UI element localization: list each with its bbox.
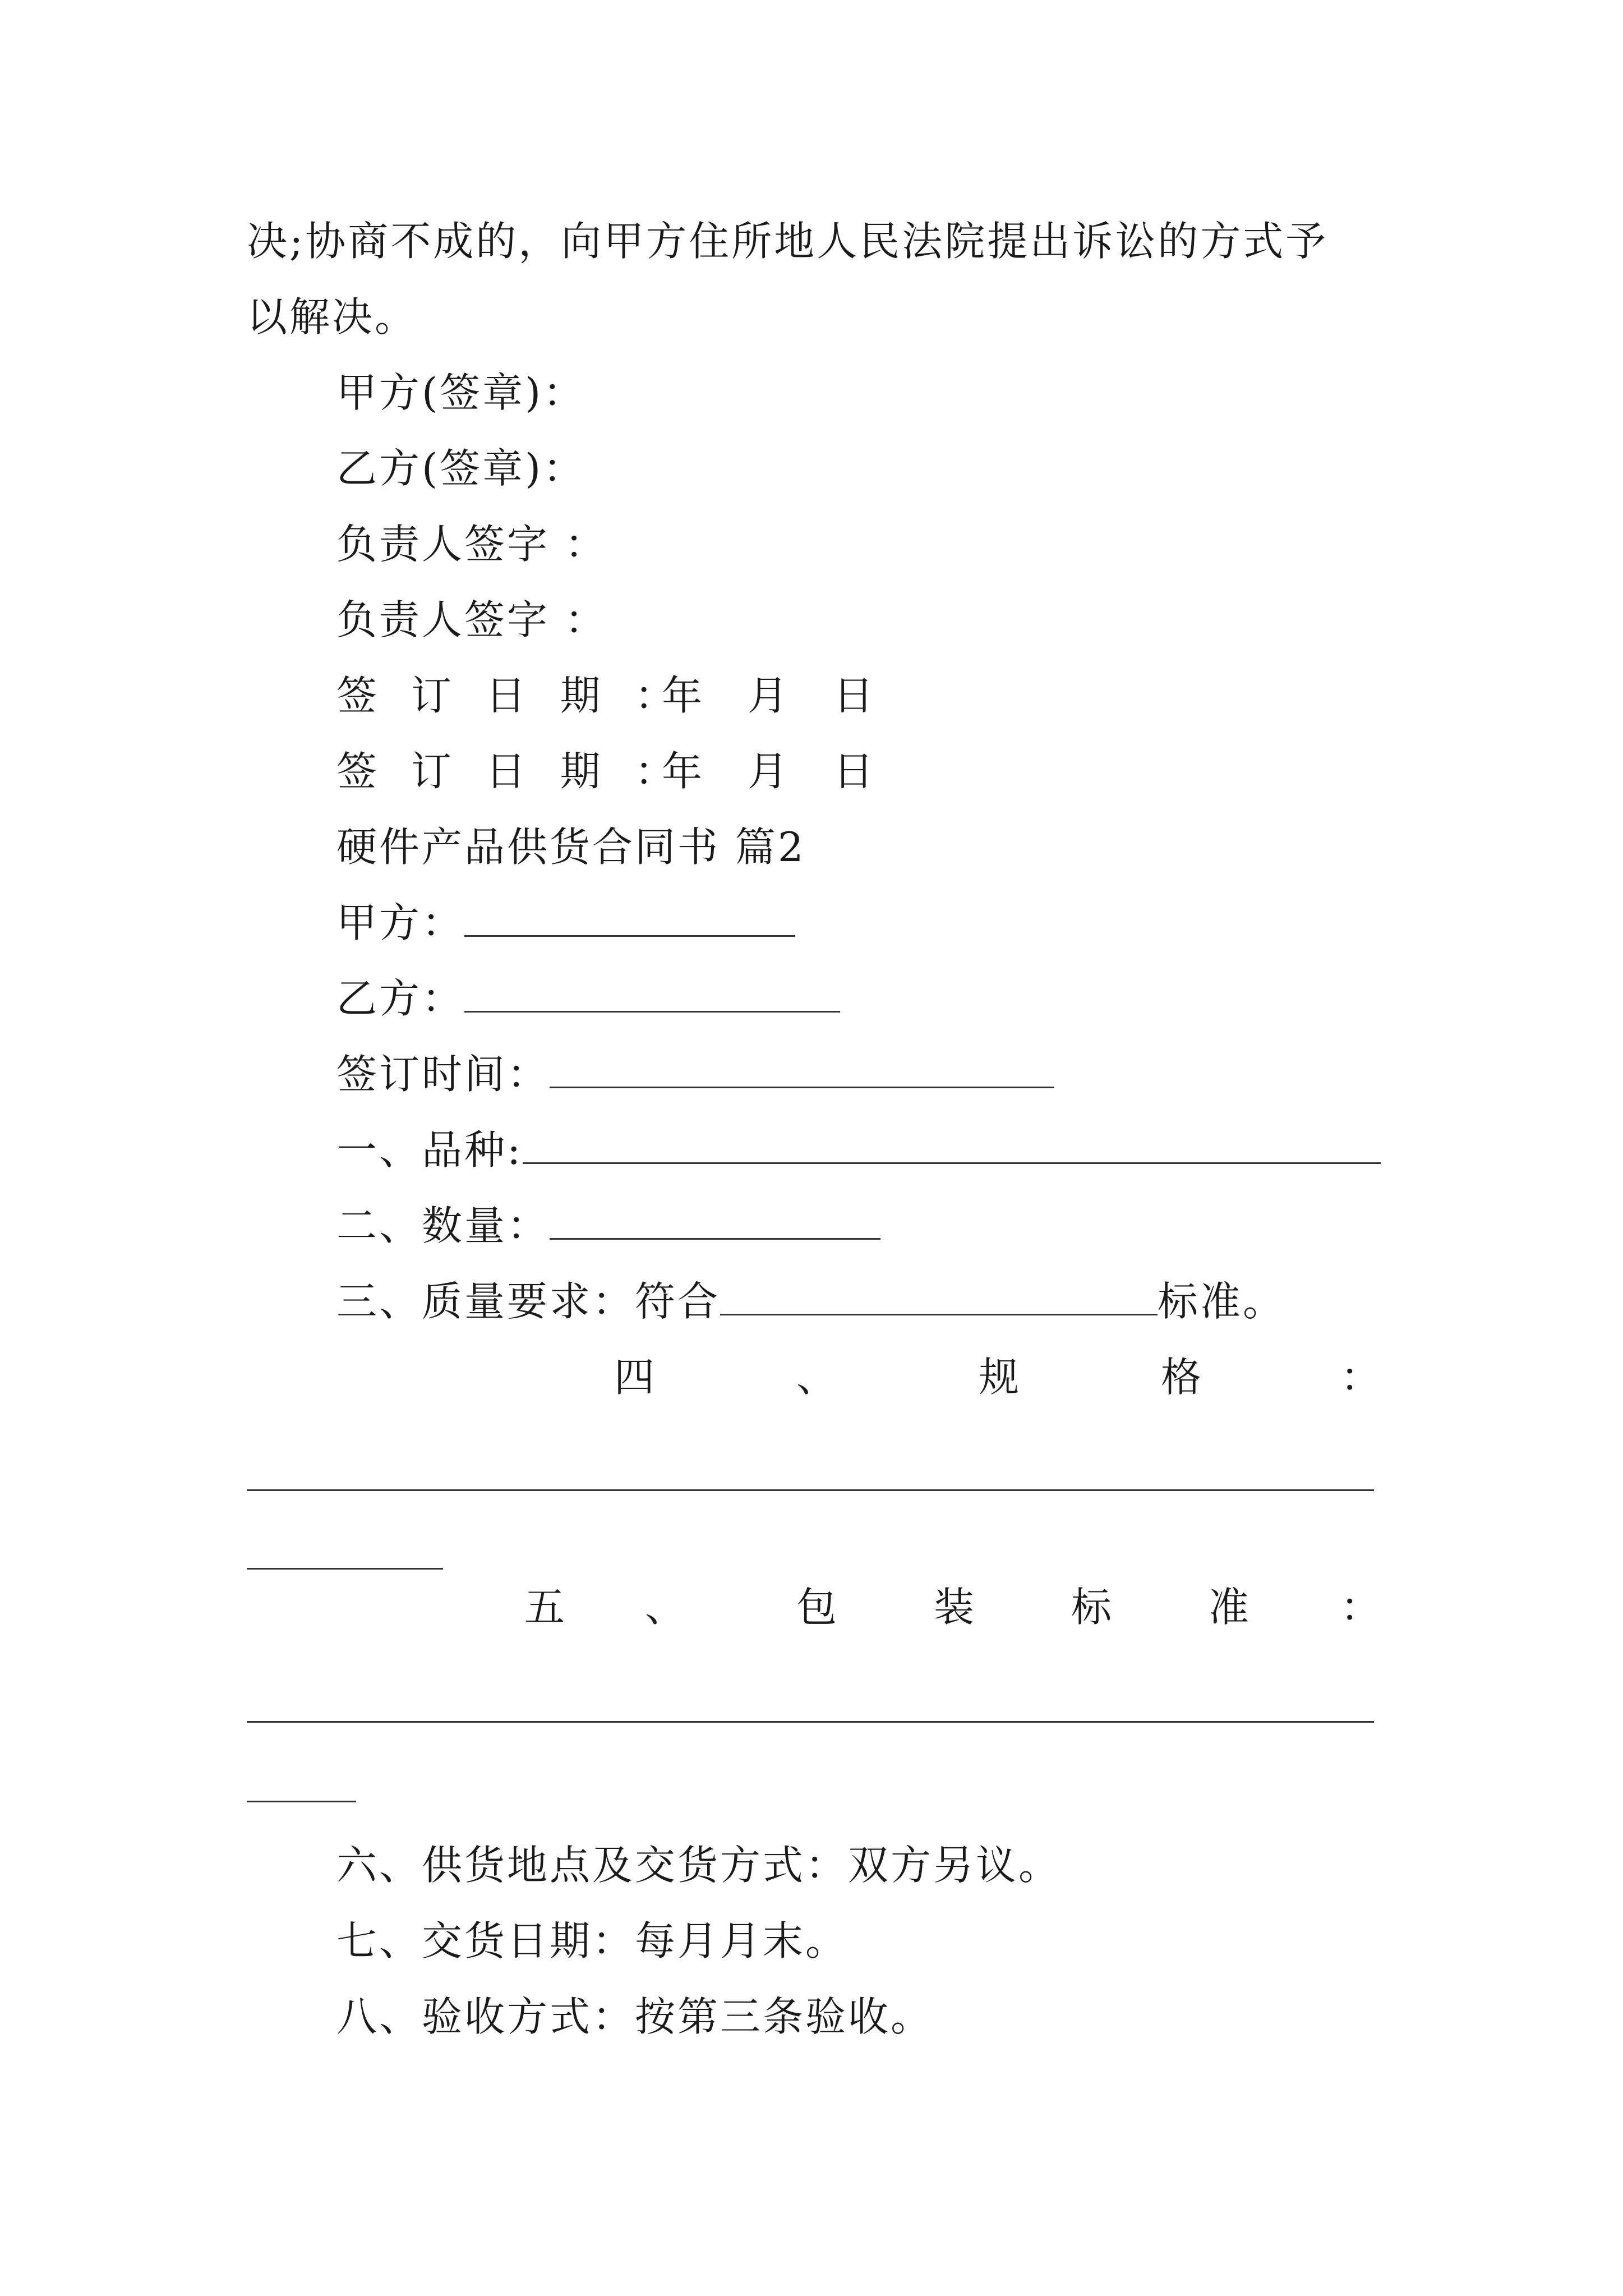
item-4-char: 、 <box>796 1354 837 1401</box>
item-5-char: 标 <box>1071 1584 1112 1631</box>
item-4-blank-line-1 <box>247 1489 1374 1491</box>
item-1-blank <box>523 1129 1381 1164</box>
item-5-char: 装 <box>934 1584 975 1631</box>
sign-time-field <box>336 1046 1054 1102</box>
item-4-char: ： <box>1340 1354 1381 1401</box>
item-3-label-pre: 三、质量要求：符合 <box>336 1278 721 1325</box>
item-5-char: 包 <box>796 1584 837 1631</box>
item-3-label-post: 标准。 <box>1158 1278 1286 1325</box>
item-7-delivery-date: 七、交货日期：每月月末。 <box>336 1917 849 1964</box>
item-1-variety <box>336 1122 1381 1178</box>
responsible-person-signature-1: 负责人签字 ： <box>336 521 607 568</box>
item-1-label: 一、品种: <box>336 1126 523 1174</box>
party-b-field <box>336 970 840 1027</box>
item-2-quantity <box>336 1198 880 1254</box>
item-4-blank-line-2 <box>247 1568 443 1570</box>
item-3-blank <box>720 1280 1158 1315</box>
item-2-blank <box>550 1204 880 1240</box>
paragraph-line-2: 以解决。 <box>247 293 418 341</box>
paragraph-line-1: 决;协商不成的，向甲方住所地人民法院提出诉讼的方式予 <box>247 218 1329 265</box>
item-5-char: ： <box>1340 1584 1381 1631</box>
party-a-signature-label: 甲方(签章)： <box>336 369 586 416</box>
item-3-quality <box>336 1273 1285 1329</box>
party-b-signature-label: 乙方(签章)： <box>336 445 586 492</box>
party-b-blank <box>464 977 840 1013</box>
item-5-char: 准 <box>1209 1584 1249 1631</box>
item-4-char: 格 <box>1161 1354 1202 1401</box>
item-8-acceptance: 八、验收方式：按第三条验收。 <box>336 1993 934 2040</box>
responsible-person-signature-2: 负责人签字 ： <box>336 596 607 643</box>
sign-time-blank <box>550 1053 1054 1088</box>
item-4-char: 规 <box>979 1354 1020 1401</box>
party-a-field <box>336 895 795 951</box>
item-2-label: 二、数量： <box>336 1202 550 1249</box>
sign-date-ymd-2: 年 月 日 <box>662 748 876 795</box>
sign-date-ymd-1: 年 月 日 <box>662 672 876 719</box>
section-title: 硬件产品供货合同书 篇2 <box>336 823 806 871</box>
item-4-char: 四 <box>614 1354 655 1401</box>
sign-date-label-1: 签 订 日 期 ： <box>336 672 677 719</box>
sign-date-label-2: 签 订 日 期 ： <box>336 748 677 795</box>
party-a-label: 甲方： <box>336 899 465 946</box>
item-5-blank-line-1 <box>247 1721 1374 1723</box>
item-5-char: 五 <box>524 1584 565 1631</box>
item-5-char: 、 <box>645 1584 686 1631</box>
item-5-blank-line-2 <box>247 1801 356 1802</box>
sign-time-label: 签订时间： <box>336 1051 550 1098</box>
party-a-blank <box>464 901 795 937</box>
party-b-label: 乙方： <box>336 975 465 1022</box>
item-6-delivery-location: 六、供货地点及交货方式：双方另议。 <box>336 1842 1062 1889</box>
